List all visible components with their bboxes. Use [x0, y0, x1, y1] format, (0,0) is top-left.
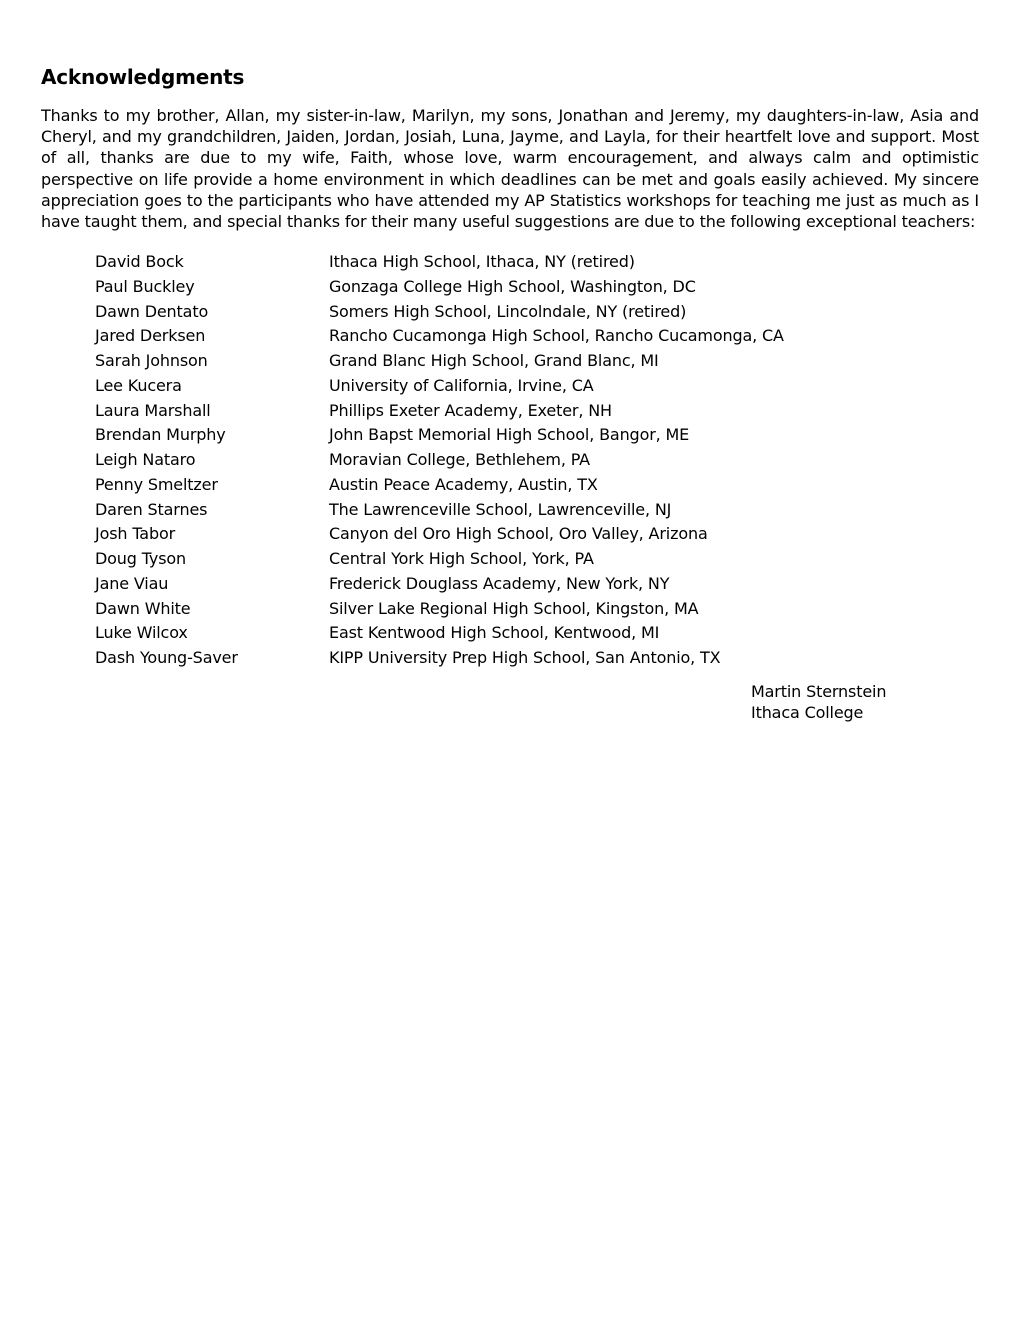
teacher-row: [95, 473, 855, 498]
teacher-name: Dawn White: [95, 598, 191, 618]
teacher-school: John Bapst Memorial High School, Bangor, ME: [329, 425, 690, 445]
teacher-row: [95, 349, 855, 374]
teacher-school: Gonzaga College High School, Washington, DC: [329, 276, 696, 296]
teacher-row: [95, 300, 855, 325]
teacher-school: East Kentwood High School, Kentwood, MI: [329, 623, 660, 643]
teacher-school: Silver Lake Regional High School, Kingston, MA: [329, 598, 699, 618]
teacher-row: [95, 275, 855, 300]
teacher-name: Penny Smeltzer: [95, 474, 218, 494]
teacher-school: Somers High School, Lincolndale, NY (retired): [329, 301, 687, 321]
teacher-school: Grand Blanc High School, Grand Blanc, MI: [329, 351, 659, 370]
teacher-school: The Lawrenceville School, Lawrenceville, NJ: [329, 499, 672, 519]
teacher-row: [95, 547, 855, 572]
teacher-row: [95, 522, 855, 547]
teacher-row: [95, 423, 855, 448]
teacher-name: Jane Viau: [95, 573, 169, 593]
teacher-name: Josh Tabor: [95, 524, 176, 544]
teacher-row: [95, 572, 855, 597]
teacher-school: Rancho Cucamonga High School, Rancho Cucamonga, CA: [329, 326, 784, 346]
teacher-row: [95, 399, 855, 424]
teacher-row: [95, 250, 855, 275]
teacher-school: Phillips Exeter Academy, Exeter, NH: [329, 400, 612, 420]
teacher-row: [95, 646, 855, 671]
teacher-name: Luke Wilcox: [95, 623, 188, 643]
teacher-school: Austin Peace Academy, Austin, TX: [329, 474, 598, 494]
teacher-school: Moravian College, Bethlehem, PA: [329, 450, 590, 469]
teacher-school: Central York High School, York, PA: [329, 549, 594, 568]
teacher-row: [95, 498, 855, 523]
teacher-name: Dash Young-Saver: [95, 648, 238, 667]
teacher-row: [95, 324, 855, 349]
author-name: Martin Sternstein: [751, 682, 887, 701]
teacher-name: Paul Buckley: [95, 276, 195, 296]
author-affiliation: Ithaca College: [751, 703, 864, 722]
teacher-name: Lee Kucera: [95, 375, 182, 395]
teacher-name: Jared Derksen: [95, 326, 206, 346]
teacher-name: Sarah Johnson: [95, 351, 208, 370]
teacher-list: [95, 250, 855, 671]
teacher-name: Doug Tyson: [95, 549, 187, 568]
teacher-row: [95, 448, 855, 473]
teacher-name: Dawn Dentato: [95, 301, 209, 321]
signature-block: [751, 681, 886, 723]
teacher-school: University of California, Irvine, CA: [329, 375, 594, 395]
teacher-row: [95, 374, 855, 399]
intro-paragraph: Thanks to my brother, Allan, my sister-in-law, Marilyn, my sons, Jonathan and Jeremy, my daughters-in-law, Asia and Cheryl, and my grandchildren, Jaiden, Jordan, Josiah, Luna, Jayme, and Layla, for their heartfelt love and support. Most of all, thanks are due to my wife, Faith, whose love, warm encouragement, and always calm and optimistic perspective on life provide a home environment in which deadlines can be met and goals easily achieved. My sincere appreciation goes to the participants who have attended my AP Statistics workshops for teaching me just as much as I have taught them, and special thanks for their many useful suggestions are due to the following exceptional teachers:: [41, 106, 979, 232]
teacher-school: Ithaca High School, Ithaca, NY (retired): [329, 252, 635, 271]
teacher-row: [95, 597, 855, 622]
page-title: Acknowledgments: [41, 65, 245, 89]
teacher-school: Frederick Douglass Academy, New York, NY: [329, 573, 670, 593]
teacher-name: Leigh Nataro: [95, 450, 196, 469]
teacher-name: Daren Starnes: [95, 499, 208, 519]
teacher-name: Brendan Murphy: [95, 425, 226, 445]
teacher-name: David Bock: [95, 252, 184, 271]
teacher-name: Laura Marshall: [95, 400, 211, 420]
teacher-school: KIPP University Prep High School, San Antonio, TX: [329, 648, 721, 667]
teacher-row: [95, 621, 855, 646]
teacher-school: Canyon del Oro High School, Oro Valley, Arizona: [329, 524, 708, 544]
